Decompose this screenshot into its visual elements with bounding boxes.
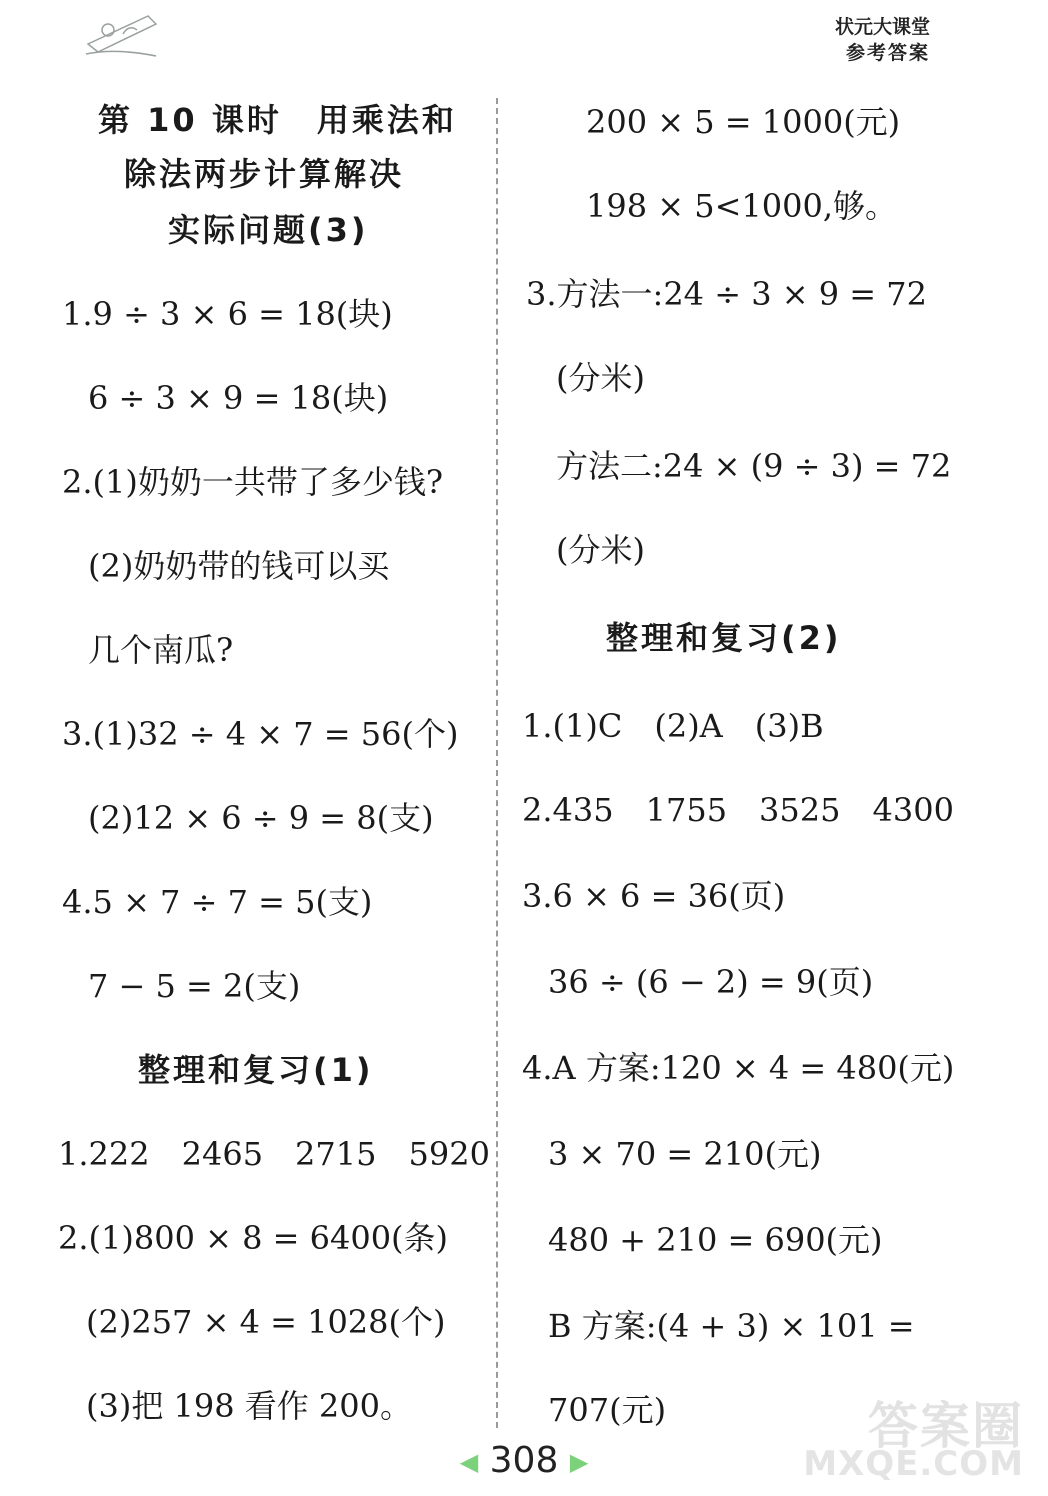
answer-line: 3.(1)32 ÷ 4 × 7 = 56(个) xyxy=(62,715,459,753)
answer-line: 707(元) xyxy=(548,1391,667,1429)
answer-line: (分米) xyxy=(556,359,645,397)
section-title: 第 10 课时 用乘法和 xyxy=(98,101,457,139)
answer-line: 3.6 × 6 = 36(页) xyxy=(522,877,786,915)
answer-line: 4.5 × 7 ÷ 7 = 5(支) xyxy=(62,883,373,921)
answer-line: 2.435 1755 3525 4300 xyxy=(522,791,954,829)
answer-line: (3)把 198 看作 200。 xyxy=(86,1387,413,1425)
book-header xyxy=(835,14,930,66)
answer-line: 7 − 5 = 2(支) xyxy=(88,967,301,1005)
answer-line: 4.A 方案:120 × 4 = 480(元) xyxy=(522,1049,955,1087)
arrow-right-icon: ▶ xyxy=(569,1448,589,1476)
answer-line: 2.(1)800 × 8 = 6400(条) xyxy=(58,1219,449,1257)
page-number xyxy=(0,1440,1048,1481)
answer-line: 方法二:24 × (9 ÷ 3) = 72 xyxy=(556,447,952,485)
answer-line: 几个南瓜? xyxy=(88,631,234,669)
answer-line: 2.(1)奶奶一共带了多少钱? xyxy=(62,463,444,501)
section-title: 整理和复习(1) xyxy=(138,1051,374,1089)
answer-line: (2)奶奶带的钱可以买 xyxy=(88,547,390,585)
arrow-left-icon: ◀ xyxy=(459,1448,479,1476)
brand-title: 状元大课堂 xyxy=(834,16,930,38)
answer-key-label: 参考答案 xyxy=(845,42,930,64)
watermark-url: MXQE.COM xyxy=(803,1444,1024,1484)
answer-line: 198 × 5<1000,够。 xyxy=(586,187,898,225)
answer-line: 200 × 5 = 1000(元) xyxy=(586,103,901,141)
section-title: 整理和复习(2) xyxy=(606,619,842,657)
column-divider xyxy=(496,98,498,1428)
answer-line: 480 + 210 = 690(元) xyxy=(548,1221,883,1259)
answer-line: (2)257 × 4 = 1028(个) xyxy=(86,1303,446,1341)
watermark-logo-text: 答案圈 xyxy=(868,1397,1024,1455)
answer-line: 36 ÷ (6 − 2) = 9(页) xyxy=(548,963,874,1001)
answer-line: (2)12 × 6 ÷ 9 = 8(支) xyxy=(88,799,434,837)
answer-line: 3.方法一:24 ÷ 3 × 9 = 72 xyxy=(526,275,927,313)
answer-line: 1.9 ÷ 3 × 6 = 18(块) xyxy=(62,295,393,333)
page-number-text: 308 xyxy=(489,1440,559,1481)
answer-line: B 方案:(4 + 3) × 101 = xyxy=(548,1307,915,1345)
answer-line: (分米) xyxy=(556,531,645,569)
answer-line: 1.222 2465 2715 5920 xyxy=(58,1135,490,1173)
header-doodle-icon xyxy=(78,4,168,64)
answer-line: 1.(1)C (2)A (3)B xyxy=(522,707,824,745)
section-title: 实际问题(3) xyxy=(168,211,369,249)
answer-line: 3 × 70 = 210(元) xyxy=(548,1135,822,1173)
answer-line: 6 ÷ 3 × 9 = 18(块) xyxy=(88,379,389,417)
section-title: 除法两步计算解决 xyxy=(124,155,405,193)
